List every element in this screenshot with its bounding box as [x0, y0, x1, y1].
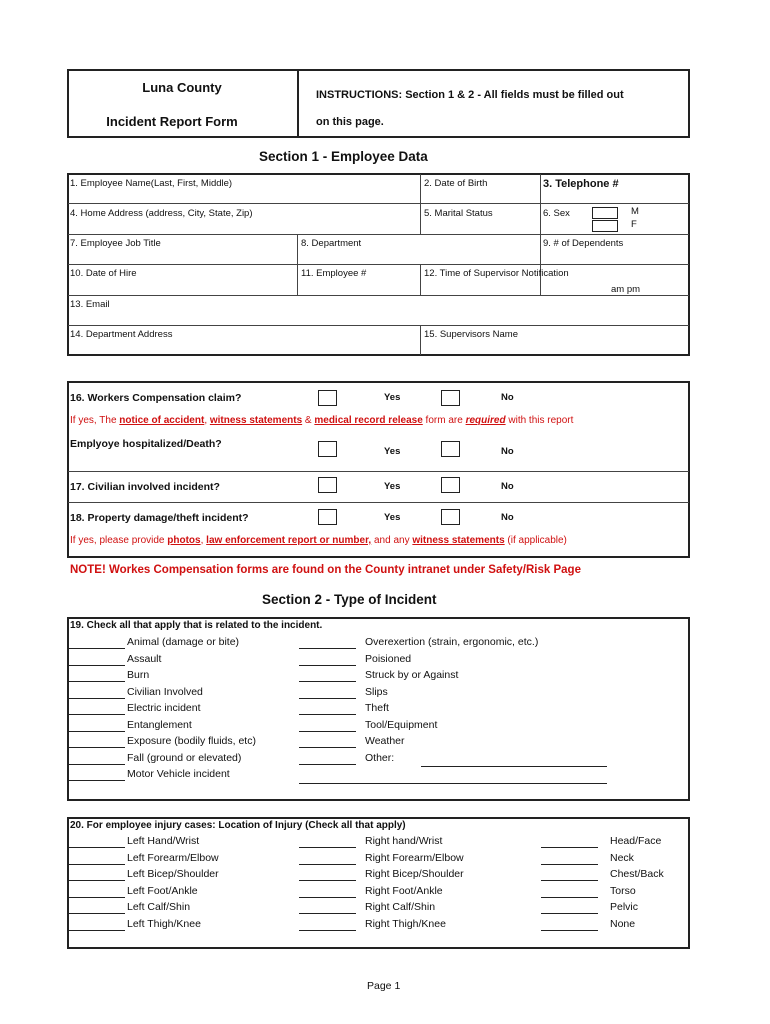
q17-no-label: No	[501, 481, 514, 492]
questions-box	[67, 381, 690, 558]
injury-location-option: Left Forearm/Elbow	[127, 851, 219, 864]
incident-type-blank[interactable]	[68, 764, 125, 765]
county-intranet-note: NOTE! Workes Compensation forms are found on the County intranet under Safety/Risk Page	[70, 564, 581, 576]
incident-type-blank[interactable]	[68, 731, 125, 732]
witness-statements-link: witness statements	[209, 415, 303, 426]
q16-label: 16. Workers Compensation claim?	[70, 392, 242, 404]
incident-type-option: Weather	[365, 735, 405, 747]
injury-location-blank[interactable]	[299, 880, 356, 881]
injury-location-option: Right Thigh/Knee	[365, 917, 446, 930]
injury-location-blank[interactable]	[68, 864, 125, 865]
incident-type-option: Struck by or Against	[365, 669, 459, 681]
notice-of-accident-link: notice of accident	[119, 415, 205, 426]
incident-type-option: Poisioned	[365, 652, 412, 665]
injury-location-blank[interactable]	[299, 864, 356, 865]
incident-type-blank[interactable]	[299, 698, 356, 699]
row-divider	[68, 502, 689, 503]
incident-type-blank[interactable]	[68, 665, 125, 666]
injury-location-option: Right Foot/Ankle	[365, 884, 443, 897]
witness-statements-link-2: witness statements	[412, 535, 505, 546]
q20-label: 20. For employee injury cases: Location of Injury (Check all that apply)	[70, 820, 406, 831]
injury-location-blank[interactable]	[541, 880, 598, 881]
incident-type-blank[interactable]	[299, 731, 356, 732]
incident-type-option: Tool/Equipment	[365, 718, 438, 731]
q16-yes-label: Yes	[384, 392, 401, 403]
q18-yes-checkbox[interactable]	[318, 509, 337, 525]
injury-location-blank[interactable]	[541, 864, 598, 865]
incident-type-option: Other:	[365, 751, 395, 764]
col-divider	[420, 325, 421, 355]
field-employee-name[interactable]: 1. Employee Name(Last, First, Middle)	[70, 178, 233, 189]
injury-location-option: Neck	[610, 851, 634, 864]
incident-type-blank[interactable]	[68, 681, 125, 682]
q18-yes-label: Yes	[384, 512, 401, 523]
injury-location-blank[interactable]	[299, 930, 356, 931]
injury-location-blank[interactable]	[541, 930, 598, 931]
form-title: Incident Report Form	[106, 114, 238, 129]
injury-location-blank[interactable]	[68, 897, 125, 898]
q16-no-label: No	[501, 392, 514, 403]
q18-no-label: No	[501, 512, 514, 523]
county-name: Luna County	[142, 80, 222, 95]
incident-type-blank[interactable]	[299, 665, 356, 666]
incident-type-option: Exposure (bodily fluids, etc)	[127, 735, 256, 747]
section1-title: Section 1 - Employee Data	[259, 149, 428, 164]
field-telephone[interactable]: 3. Telephone #	[543, 178, 619, 190]
field-department[interactable]: 8. Department	[301, 238, 362, 249]
row-divider	[68, 325, 689, 326]
incident-type-option: Theft	[365, 702, 389, 714]
injury-location-option: Right Bicep/Shoulder	[365, 868, 464, 880]
field-job-title[interactable]: 7. Employee Job Title	[70, 238, 161, 249]
incident-type-option: Burn	[127, 669, 150, 681]
q16-no-checkbox[interactable]	[441, 390, 460, 406]
injury-location-option: Left Foot/Ankle	[127, 884, 198, 897]
injury-location-blank[interactable]	[68, 880, 125, 881]
extra-blank-line[interactable]	[299, 783, 607, 784]
am-pm-label[interactable]: am pm	[611, 284, 641, 295]
photos-link: photos	[167, 535, 201, 546]
sex-f-checkbox[interactable]	[592, 220, 618, 232]
row-divider	[68, 295, 689, 296]
incident-type-blank[interactable]	[68, 714, 125, 715]
injury-location-option: Right Forearm/Elbow	[365, 851, 464, 864]
incident-type-blank[interactable]	[299, 648, 356, 649]
injury-location-option: Left Thigh/Knee	[127, 917, 201, 930]
col-divider	[297, 234, 298, 295]
law-enforcement-link: law enforcement report or number,	[206, 535, 372, 546]
incident-type-blank[interactable]	[68, 648, 125, 649]
sex-m-label: M	[631, 206, 639, 217]
header-divider	[297, 70, 299, 137]
incident-type-blank[interactable]	[299, 681, 356, 682]
q18-note: If yes, please provide photos, law enforcement report or number, and any witness statements (if applicable)	[70, 535, 567, 546]
field-dependents[interactable]: 9. # of Dependents	[543, 238, 624, 249]
injury-location-blank[interactable]	[541, 847, 598, 848]
q16-note: If yes, The notice of accident, witness statements & medical record release form are required with this report	[70, 415, 574, 426]
field-sex: 6. Sex	[543, 208, 570, 219]
required-text: required	[465, 415, 506, 426]
incident-type-option: Overexertion (strain, ergonomic, etc.)	[365, 636, 539, 648]
incident-type-blank[interactable]	[299, 747, 356, 748]
field-home-address[interactable]: 4. Home Address (address, City, State, Zip)	[70, 208, 253, 219]
hospitalized-yes-label: Yes	[384, 446, 401, 457]
row-divider	[68, 471, 689, 472]
hospitalized-no-checkbox[interactable]	[441, 441, 460, 457]
col-divider	[420, 264, 421, 295]
hospitalized-yes-checkbox[interactable]	[318, 441, 337, 457]
q17-yes-label: Yes	[384, 481, 401, 492]
instructions-line1: INSTRUCTIONS: Section 1 & 2 - All fields must be filled out	[316, 89, 624, 101]
row-divider	[68, 264, 689, 265]
incident-type-blank[interactable]	[68, 747, 125, 748]
q18-label: 18. Property damage/theft incident?	[70, 512, 249, 524]
incident-type-option: Entanglement	[127, 718, 192, 731]
injury-location-option: Left Calf/Shin	[127, 901, 191, 913]
injury-location-option: Left Bicep/Shoulder	[127, 868, 219, 880]
injury-location-option: Left Hand/Wrist	[127, 835, 200, 847]
incident-type-option: Animal (damage or bite)	[127, 636, 240, 648]
field-email[interactable]: 13. Email	[70, 299, 110, 310]
injury-location-option: None	[610, 917, 636, 930]
section2-title: Section 2 - Type of Incident	[262, 592, 437, 607]
injury-location-blank[interactable]	[541, 913, 598, 914]
field-hire-date[interactable]: 10. Date of Hire	[70, 268, 137, 279]
injury-location-option: Chest/Back	[610, 868, 664, 880]
injury-location-blank[interactable]	[541, 897, 598, 898]
q17-yes-checkbox[interactable]	[318, 477, 337, 493]
sex-m-checkbox[interactable]	[592, 207, 618, 219]
field-supervisor-time[interactable]: 12. Time of Supervisor Notification	[424, 268, 569, 279]
incident-type-option: Motor Vehicle incident	[127, 768, 230, 780]
hospitalized-no-label: No	[501, 446, 514, 457]
incident-type-option: Civilian Involved	[127, 685, 203, 698]
hospitalized-label: Emplyoye hospitalized/Death?	[70, 438, 222, 450]
q17-no-checkbox[interactable]	[441, 477, 460, 493]
injury-location-option: Torso	[610, 884, 636, 897]
incident-type-blank[interactable]	[299, 714, 356, 715]
field-date-of-birth[interactable]: 2. Date of Birth	[424, 178, 488, 189]
q19-label: 19. Check all that apply that is related to the incident.	[70, 620, 323, 631]
incident-type-option: Assault	[127, 652, 162, 665]
field-employee-number[interactable]: 11. Employee #	[301, 268, 367, 279]
other-specify-line[interactable]	[421, 766, 607, 767]
incident-type-blank[interactable]	[68, 698, 125, 699]
incident-type-option: Fall (ground or elevated)	[127, 751, 242, 764]
row-divider	[68, 203, 689, 204]
row-divider	[68, 234, 689, 235]
q17-label: 17. Civilian involved incident?	[70, 481, 220, 493]
medical-record-release-link: medical record release	[314, 415, 423, 426]
injury-location-option: Right Calf/Shin	[365, 901, 436, 913]
incident-type-blank[interactable]	[299, 764, 356, 765]
field-supervisor-name[interactable]: 15. Supervisors Name	[424, 329, 518, 340]
incident-type-option: Electric incident	[127, 702, 201, 714]
injury-location-option: Pelvic	[610, 901, 639, 913]
page-number: Page 1	[367, 980, 401, 992]
injury-location-option: Right hand/Wrist	[365, 835, 443, 847]
field-marital-status[interactable]: 5. Marital Status	[424, 208, 493, 219]
instructions-line2: on this page.	[316, 116, 384, 128]
incident-type-option: Slips	[365, 685, 388, 698]
field-department-address[interactable]: 14. Department Address	[70, 329, 173, 340]
injury-location-blank[interactable]	[299, 847, 356, 848]
injury-location-blank[interactable]	[68, 847, 125, 848]
injury-location-blank[interactable]	[68, 930, 125, 931]
injury-location-option: Head/Face	[610, 835, 662, 847]
col-divider	[420, 174, 421, 234]
incident-type-blank[interactable]	[68, 780, 125, 781]
q18-no-checkbox[interactable]	[441, 509, 460, 525]
q16-yes-checkbox[interactable]	[318, 390, 337, 406]
injury-location-blank[interactable]	[299, 897, 356, 898]
injury-location-blank[interactable]	[299, 913, 356, 914]
injury-location-blank[interactable]	[68, 913, 125, 914]
sex-f-label: F	[631, 219, 637, 230]
